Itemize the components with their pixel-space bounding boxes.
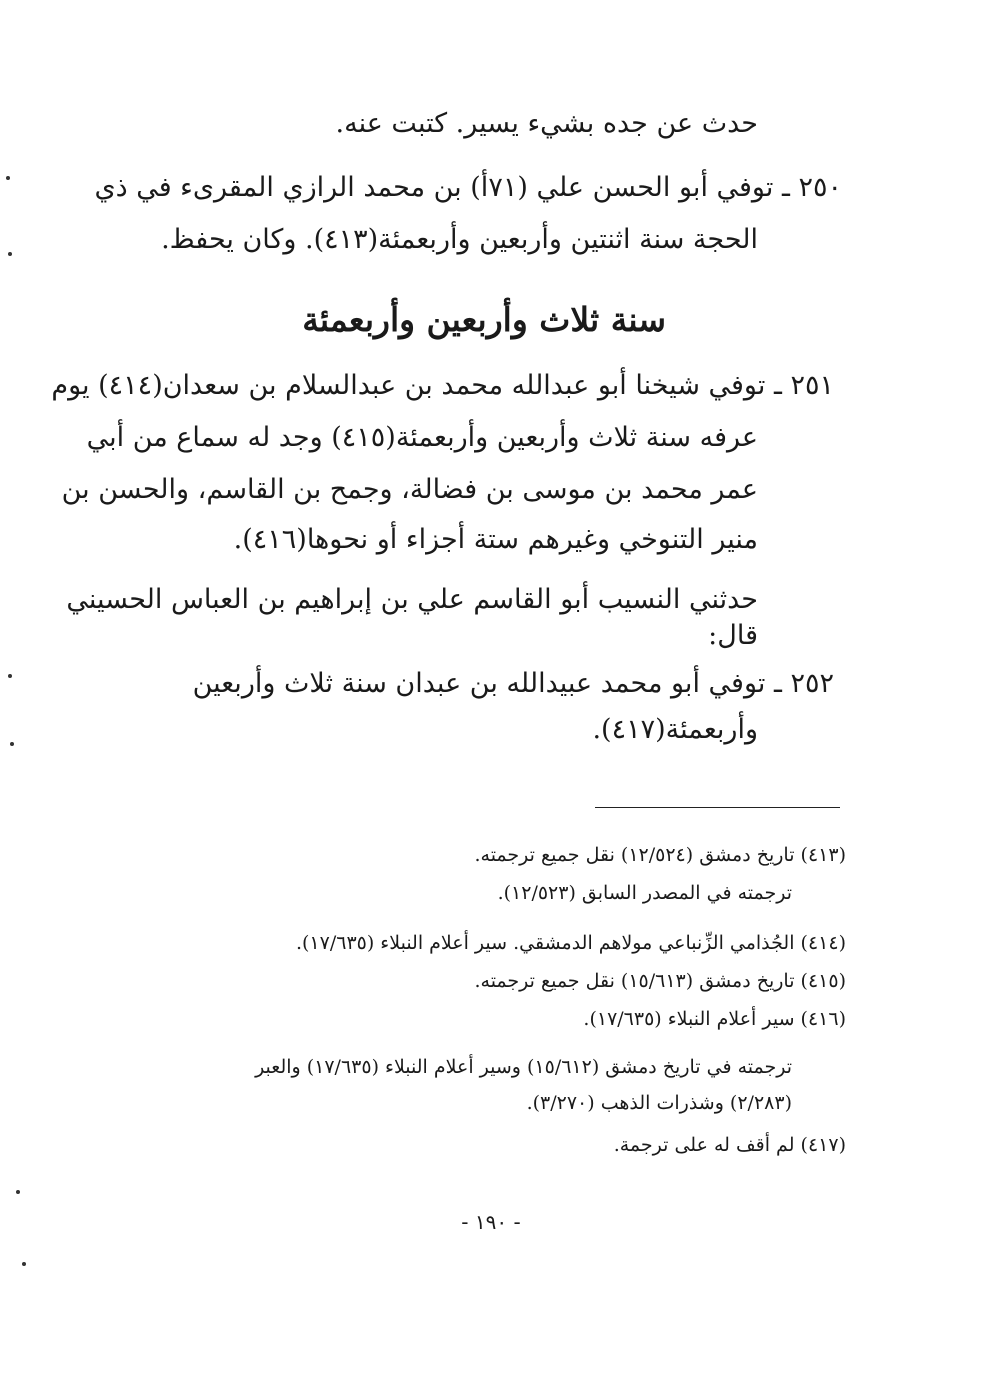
footnote-414: (٤١٤) الجُذامي الزِّنباعي مولاهم الدمشقي. سير أعلام النبلاء (١٧/٦٣٥). — [295, 932, 846, 954]
footnote-413-cont: ترجمته في المصدر السابق (١٢/٥٢٣). — [497, 882, 792, 904]
entry-252-line-2: وأربعمئة(٤١٧). — [592, 714, 758, 745]
entry-251-line-1: ٢٥١ ـ توفي شيخنا أبو عبدالله محمد بن عبدالسلام بن سعدان(٤١٤) يوم — [51, 370, 834, 401]
entry-251-line-4: منير التنوخي وغيرهم ستة أجزاء أو نحوها(٤١٦). — [233, 524, 758, 555]
entry-250-line-1: ٢٥٠ ـ توفي أبو الحسن علي (٧١أ) بن محمد الرازي المقرىء في ذي — [94, 172, 842, 203]
scan-speck — [8, 252, 12, 256]
footnote-416-cont-1: ترجمته في تاريخ دمشق (١٥/٦١٢) وسير أعلام النبلاء (١٧/٦٣٥) والعبر — [255, 1056, 792, 1078]
scan-speck — [8, 674, 12, 678]
section-heading: سنة ثلاث وأربعين وأربعمئة — [302, 300, 666, 339]
entry-250-line-2: الحجة سنة اثنتين وأربعين وأربعمئة(٤١٣). وكان يحفظ. — [161, 224, 758, 255]
footnote-416: (٤١٦) سير أعلام النبلاء (١٧/٦٣٥). — [583, 1008, 846, 1030]
narration-line-2: قال: — [708, 620, 758, 651]
footnote-413: (٤١٣) تاريخ دمشق (١٢/٥٢٤) نقل جميع ترجمته. — [474, 844, 846, 866]
scan-speck — [6, 176, 10, 180]
entry-252-line-1: ٢٥٢ ـ توفي أبو محمد عبيدالله بن عبدان سنة ثلاث وأربعين — [192, 668, 834, 699]
text-line: حدث عن جده بشيء يسير. كتبت عنه. — [335, 108, 758, 139]
entry-251-line-2: عرفه سنة ثلاث وأربعين وأربعمئة(٤١٥) وجد له سماع من أبي — [86, 422, 758, 453]
scan-speck — [16, 1190, 20, 1194]
page-number: - ١٩٠ - — [461, 1210, 521, 1234]
narration-line-1: حدثني النسيب أبو القاسم علي بن إبراهيم بن العباس الحسيني — [66, 584, 758, 615]
scan-speck — [22, 1262, 26, 1266]
entry-251-line-3: عمر محمد بن موسى بن فضالة، وجمح بن القاسم، والحسن بن — [61, 474, 758, 505]
footnote-separator — [595, 807, 840, 808]
footnote-415: (٤١٥) تاريخ دمشق (١٥/٦١٣) نقل جميع ترجمته. — [474, 970, 846, 992]
footnote-416-cont-2: (٢/٢٨٣) وشذرات الذهب (٣/٢٧٠). — [526, 1092, 792, 1114]
scan-speck — [10, 742, 14, 746]
footnote-417: (٤١٧) لم أقف له على ترجمة. — [613, 1134, 846, 1156]
